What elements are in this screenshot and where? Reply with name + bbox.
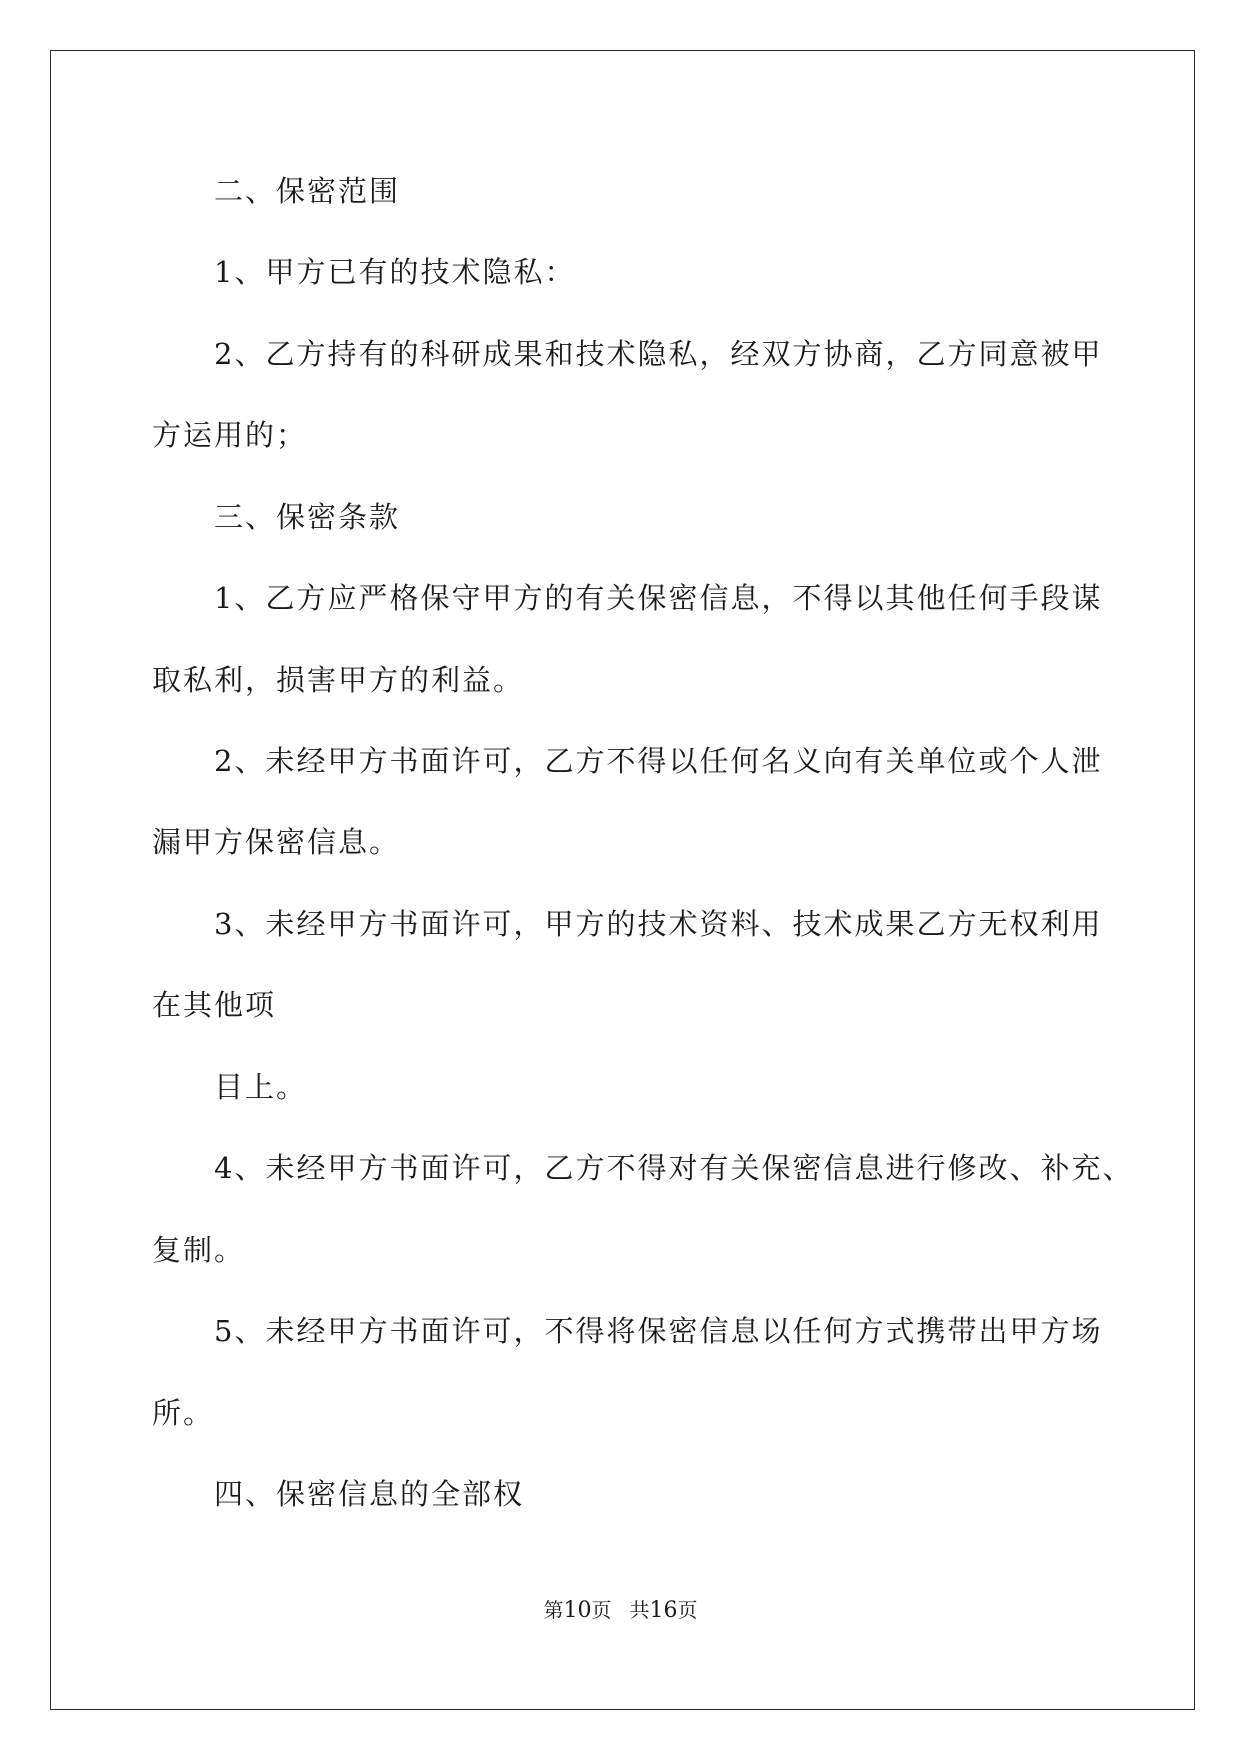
paragraph-line: 4、未经甲方书面许可，乙方不得对有关保密信息进行修改、补充、 — [214, 1151, 1134, 1185]
section-heading-clauses: 三、保密条款 — [214, 500, 401, 534]
paragraph-line: 取私利，损害甲方的利益。 — [152, 663, 525, 697]
total-pages-suffix: 页 — [677, 1598, 698, 1622]
section-heading-ownership: 四、保密信息的全部权 — [214, 1477, 525, 1511]
paragraph-line: 复制。 — [152, 1233, 246, 1267]
paragraph-line: 目上。 — [214, 1070, 308, 1104]
paragraph-line: 方运用的； — [152, 418, 308, 452]
current-page-number: 10 — [563, 1598, 592, 1623]
page-number-suffix: 页 — [591, 1598, 612, 1622]
paragraph-line: 所。 — [152, 1396, 215, 1430]
page-number-prefix: 第 — [543, 1598, 564, 1622]
paragraph-line: 在其他项 — [152, 988, 277, 1022]
paragraph-line: 3、未经甲方书面许可，甲方的技术资料、技术成果乙方无权利用 — [214, 907, 1103, 941]
paragraph-line: 1、乙方应严格保守甲方的有关保密信息，不得以其他任何手段谋 — [214, 581, 1103, 615]
paragraph-line: 1、甲方已有的技术隐私： — [214, 255, 576, 289]
total-pages-prefix: 共 — [629, 1598, 650, 1622]
section-heading-scope: 二、保密范围 — [214, 174, 401, 208]
paragraph-line: 2、乙方持有的科研成果和技术隐私，经双方协商，乙方同意被甲 — [214, 337, 1103, 371]
paragraph-line: 2、未经甲方书面许可，乙方不得以任何名义向有关单位或个人泄 — [214, 744, 1103, 778]
paragraph-line: 漏甲方保密信息。 — [152, 825, 401, 859]
page-border — [50, 50, 1195, 1710]
page-footer — [0, 1596, 1241, 1625]
total-page-count: 16 — [649, 1598, 678, 1623]
paragraph-line: 5、未经甲方书面许可，不得将保密信息以任何方式携带出甲方场 — [214, 1314, 1103, 1348]
